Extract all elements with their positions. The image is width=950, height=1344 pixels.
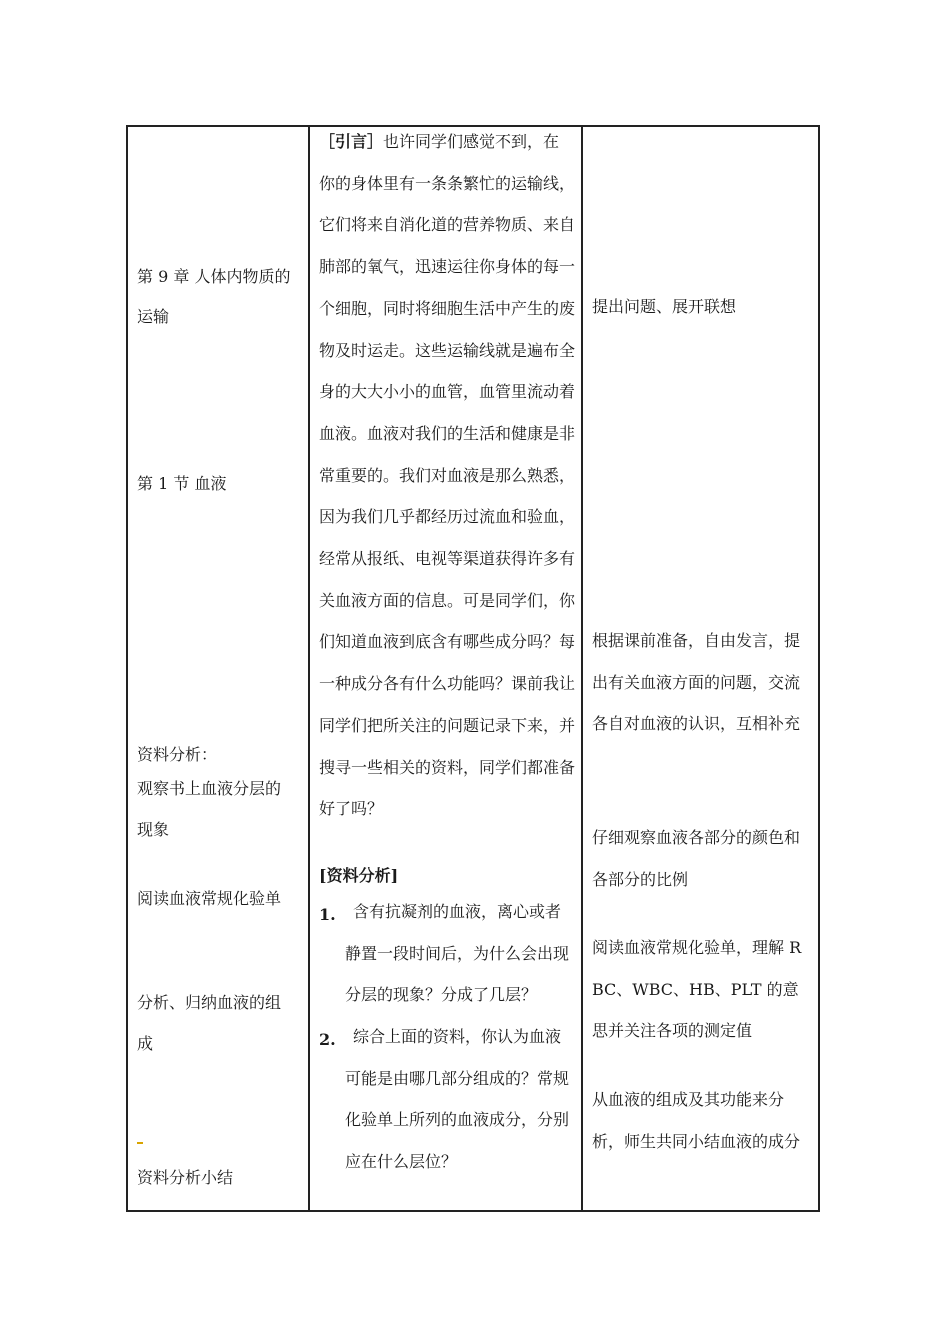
summarize-line2: 成 <box>137 1034 154 1053</box>
analysis-label: 资料分析： <box>137 745 218 764</box>
intro-tag: ［引言］ <box>319 132 384 151</box>
table-row <box>127 126 819 1211</box>
read-report: 阅读血液常规化验单 <box>137 889 282 908</box>
question-2-number: 2. <box>319 1030 336 1049</box>
intro-text: 也许同学们感觉不到，在你的身体里有一条条繁忙的运输线，它们将来自消化道的营养物质、来自肺部的氧气，迅速运往你身体的每一个细胞，同时将细胞生活中产生的废物及时运走。这些运输线就是遍布全身的大大小小的血管，血管里流动着血液。血液对我们的生活和健康是非常重要的。我们对血液是那么熟悉，因为我们几乎都经历过流血和验血，经常从报纸、电视等渠道获得许多有关血液方面的信息。可是同学们，你们知道血液到底含有哪些成分吗？每一种成分各有什么功能吗？课前我让同学们把所关注的问题记录下来，并搜寻一些相关的资料，同学们都准备好了吗？ <box>319 132 576 819</box>
student-activity-3: 仔细观察血液各部分的颜色和各部分的比例 <box>592 828 801 889</box>
student-activity-4: 阅读血液常规化验单，理解 RBC、WBC、HB、PLT 的意思并关注各项的测定值 <box>592 938 802 1041</box>
analysis-tag: [资料分析] <box>319 866 399 885</box>
question-1-number: 1. <box>319 905 336 924</box>
chapter-title-line2: 运输 <box>137 307 170 326</box>
lesson-plan-table <box>126 125 820 1212</box>
summarize-line1: 分析、归纳血液的组 <box>137 993 282 1012</box>
student-activity-1: 提出问题、展开联想 <box>592 297 737 316</box>
teacher-column <box>309 126 582 1211</box>
section-title: 第 1 节 血液 <box>137 474 227 493</box>
summary-label: 资料分析小结 <box>137 1168 234 1187</box>
observe-line1: 观察书上血液分层的 <box>137 779 282 798</box>
student-activity-2: 根据课前准备，自由发言，提出有关血液方面的问题，交流各自对血液的认识，互相补充 <box>592 631 801 734</box>
observe-line2: 现象 <box>137 820 170 839</box>
margin-mark <box>137 1142 143 1144</box>
question-2-text: 综合上面的资料，你认为血液可能是由哪几部分组成的？常规化验单上所列的血液成分，分别应在什么层位？ <box>345 1027 570 1172</box>
chapter-title-line1: 第 9 章 人体内物质的 <box>137 267 291 286</box>
student-activity-5: 从血液的组成及其功能来分析，师生共同小结血液的成分 <box>592 1090 801 1151</box>
question-1-text: 含有抗凝剂的血液，离心或者静置一段时间后，为什么会出现分层的现象？分成了几层？ <box>345 902 570 1005</box>
content-column <box>127 126 309 1211</box>
intro-paragraph <box>319 121 575 830</box>
student-column <box>582 126 819 1211</box>
